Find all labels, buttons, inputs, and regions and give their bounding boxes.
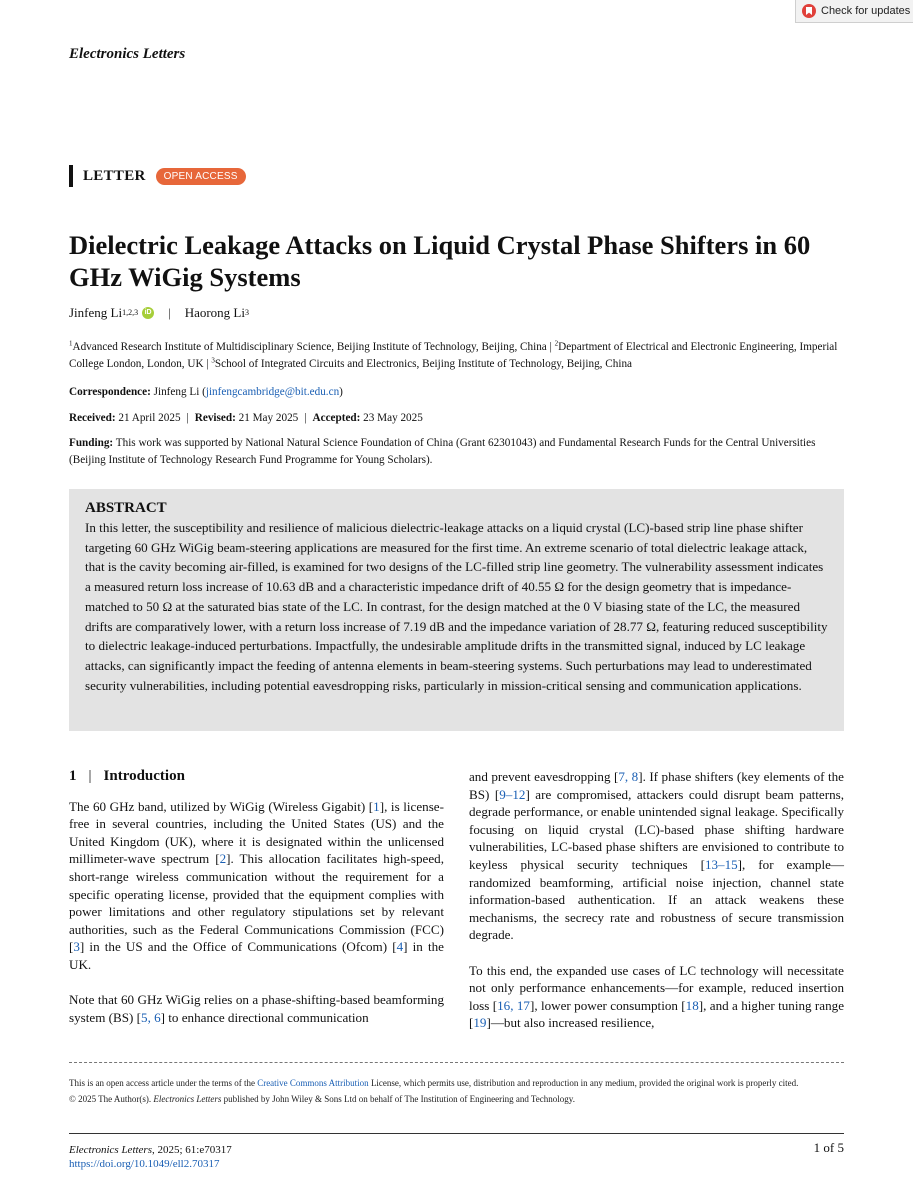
correspondence-name: Jinfeng Li: [153, 386, 200, 398]
paragraph-3: and prevent eavesdropping [7, 8]. If phase shifters (key elements of the BS) [9–12] are compromised, attackers could disrupt beam patterns, degrade performance, or enable unintended signal leakage. Specifically focusing on liquid crystal (LC)-based phase shifting hardware vulnerabilities, LC-based phase shifters are envisioned to contribute to keyless physical security techniques [13–15], for example—randomized beamforming, artificial noise injection, channel state information-based authentication. If an attack weakens these mechanisms, the secrecy rate and robustness of secure transmission degrade.: [469, 769, 844, 943]
citation-link[interactable]: 19: [473, 1015, 487, 1031]
affiliation-2: Department of Electrical and Electronic Engineering, Imperial College London, London, UK: [69, 341, 838, 370]
author-separator: |: [168, 305, 171, 320]
license-notice: This is an open access article under the terms of the Creative Commons Attribution License, which permits use, distribution and reproduction in any medium, provided the original work is properly cited. © 2025 The Author(s). Electronics Letters published by John Wiley & Sons Ltd on behalf of The Institution of Engineering and Technology.: [69, 1078, 799, 1104]
check-for-updates-button[interactable]: [795, 0, 913, 23]
section-heading: 1 | Introduction: [69, 768, 185, 784]
affiliations: $^1$Advanced Research Institute of Multidisciplinary Science, Beijing Institute of Technology, Beijing, China | $^2$Department of Electrical and Electronic Engineering, Imperial College London, London, UK | $^3$School of Integrated Circuits and Electronics, Beijing Institute of Technology, Beijing, China: [69, 339, 838, 370]
abstract-box: [69, 489, 844, 731]
citation-link[interactable]: 3: [73, 939, 80, 955]
bookmark-icon: [802, 4, 816, 18]
funding-text: This work was supported by National Natural Science Foundation of China (Grant 62301043) and Fundamental Research Funds for the Central Universities (Beijing Institute of Technology Research Fund Programme for Young Scholars).: [69, 437, 816, 466]
orcid-icon[interactable]: iD: [142, 307, 154, 319]
column-left: [69, 768, 444, 1044]
citation-link[interactable]: 18: [685, 997, 699, 1013]
correspondence-email-link[interactable]: jinfengcambridge@bit.edu.cn: [205, 386, 340, 398]
footer-rule: [69, 1133, 844, 1134]
article-type-bar: [69, 165, 73, 187]
check-for-updates-label: Check for updates: [821, 5, 911, 17]
author-name[interactable]: Jinfeng Li: [69, 305, 123, 320]
abstract-heading: ABSTRACT: [85, 500, 167, 516]
footer-citation: [69, 1143, 232, 1171]
journal-name: Electronics Letters: [69, 46, 186, 62]
citation-link[interactable]: 7, 8: [618, 769, 639, 784]
citation-link[interactable]: 5, 6: [141, 1009, 161, 1025]
column-right: [469, 768, 844, 1050]
received-date: 21 April 2025: [118, 412, 181, 424]
citation-link[interactable]: 4: [396, 939, 404, 955]
correspondence: Correspondence: Jinfeng Li (jinfengcambridge@bit.edu.cn): [69, 386, 343, 398]
footer-journal: Electronics Letters: [69, 1144, 152, 1156]
citation-link[interactable]: 16, 17: [497, 997, 530, 1013]
citation-link[interactable]: 1: [373, 798, 380, 814]
abstract-text: In this letter, the susceptibility and resilience of malicious dielectric-leakage attacks on a liquid crystal (LC)-based strip line phase shifter targeting 60 GHz WiGig beam-steering applications are measured for the first time. An extreme scenario of total dielectric leakage attack, that is the cavity becoming air-filled, is examined for two designs of the LC-filled strip line geometry. The vulnerability assessment indicates a measured return loss increase of 10.63 dB and a characteristic impedance drift of 40.55 Ω for the design geometry that is impedance-matched to 50 Ω at the saturated bias state of the LC. In contrast, for the design matched at the 0 V biasing state of the LC, the measured drifts are comparatively lower, with a return loss increase of 7.19 dB and the impedance variation of 28.77 Ω, featuring reduced susceptibility to dielectric leakage-induced perturbations. Impactfully, the undesirable amplitude drifts in the transmitted signal, induced by LC leakage attacks, can significantly impact the feeding of antenna elements in beam-steering systems. Such perturbations may lead to underestimated security vulnerabilities, including potential eavesdropping risks, particularly in mission-critical sensing and communication applications.: [85, 520, 828, 693]
paragraph-2: Note that 60 GHz WiGig relies on a phase-shifting-based beamforming system (BS) [5, 6] to enhance directional communication: [69, 992, 444, 1025]
open-access-badge: OPEN ACCESS: [156, 168, 246, 185]
doi-link[interactable]: https://doi.org/10.1049/ell2.70317: [69, 1158, 220, 1170]
funding: Funding: This work was supported by National Natural Science Foundation of China (Grant 62301043) and Fundamental Research Funds for the Central Universities (Beijing Institute of Technology Research Fund Programme for Young Scholars).: [69, 437, 816, 466]
page-number: 1 of 5: [813, 1140, 844, 1155]
author-list: Jinfeng Li 1,2,3 iD | Haorong Li 3: [69, 305, 249, 320]
article-type-label: LETTER: [83, 167, 146, 184]
section-title: Introduction: [103, 768, 185, 784]
accepted-date: 23 May 2025: [363, 412, 423, 424]
paragraph-4: To this end, the expanded use cases of LC technology will necessitate not only performance enhancements—for example, reduced insertion loss [16, 17], lower power consumption [18], and a higher tuning range [19]—but also increased resilience,: [469, 962, 845, 1031]
author-name[interactable]: Haorong Li: [184, 305, 245, 320]
citation-link[interactable]: 2: [219, 851, 227, 867]
affiliation-3: School of Integrated Circuits and Electronics, Beijing Institute of Technology, Beijing, China: [214, 358, 632, 370]
footnote-divider: [69, 1062, 844, 1063]
paragraph-1: The 60 GHz band, utilized by WiGig (Wireless Gigabit) [1], is license-free in several countries, including the United States (US) and the United Kingdom (UK), where it is designated within the unlicensed millimeter-wave spectrum [2]. This allocation facilitates high-speed, short-range wireless communication without the requirement for a specific operating license, provided that the equipment complies with power limitations and other regulatory stipulations set by relevant authorities, such as the Federal Communications Commission (FCC) [3] in the US and the Office of Communications (Ofcom) [4] in the UK.: [69, 798, 444, 972]
revised-date: 21 May 2025: [238, 412, 299, 424]
article-dates: Received: 21 April 2025 | Revised: 21 May 2025 | Accepted: 23 May 2025: [69, 412, 423, 424]
article-title: Dielectric Leakage Attacks on Liquid Crystal Phase Shifters in 60 GHz WiGig Systems: [69, 230, 811, 292]
article-type-row: [69, 165, 246, 187]
affiliation-1: Advanced Research Institute of Multidisciplinary Science, Beijing Institute of Technology, Beijing, China: [72, 341, 547, 353]
citation-link[interactable]: 9–12: [499, 786, 526, 802]
footer-volume: , 2025; 61:e70317: [152, 1144, 232, 1156]
cc-license-link[interactable]: Creative Commons Attribution: [257, 1078, 369, 1088]
citation-link[interactable]: 13–15: [704, 856, 738, 872]
